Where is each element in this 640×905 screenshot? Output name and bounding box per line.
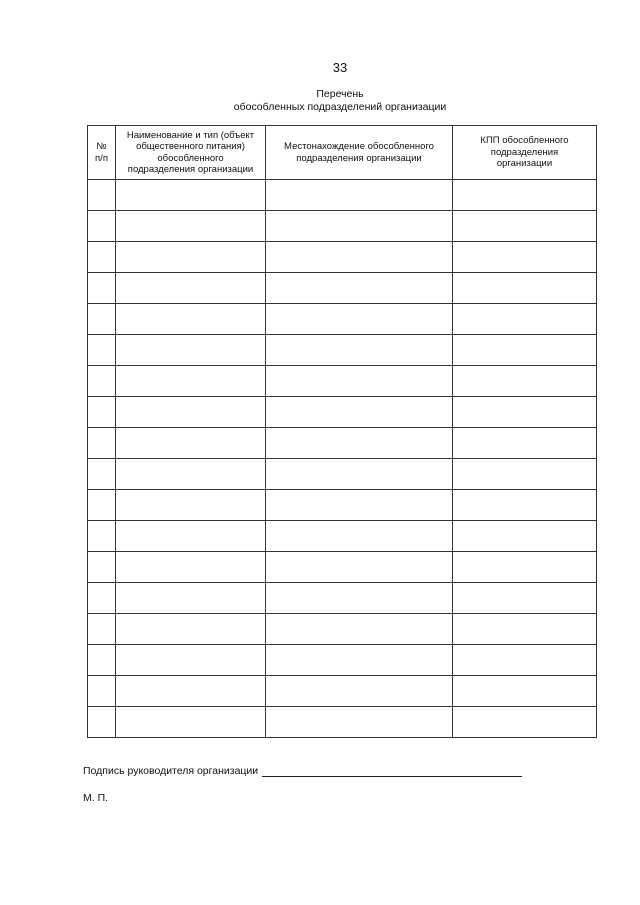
table-cell[interactable] — [453, 614, 597, 645]
table-cell[interactable] — [116, 583, 266, 614]
table-cell[interactable] — [88, 521, 116, 552]
table-row — [88, 211, 597, 242]
table-cell[interactable] — [453, 366, 597, 397]
table-row — [88, 242, 597, 273]
table-cell[interactable] — [266, 459, 453, 490]
table-cell[interactable] — [88, 211, 116, 242]
table-cell[interactable] — [88, 707, 116, 738]
table-cell[interactable] — [453, 273, 597, 304]
title-line-2: обособленных подразделений организации — [233, 101, 447, 113]
table-cell[interactable] — [453, 707, 597, 738]
column-header-location: Местонахождение обособленного подразделения организации — [266, 126, 453, 180]
table-row — [88, 180, 597, 211]
table-row — [88, 335, 597, 366]
table-row — [88, 428, 597, 459]
table-cell[interactable] — [266, 273, 453, 304]
table-cell[interactable] — [116, 645, 266, 676]
table-row — [88, 552, 597, 583]
table-cell[interactable] — [116, 707, 266, 738]
table-cell[interactable] — [88, 459, 116, 490]
table-cell[interactable] — [453, 428, 597, 459]
table-cell[interactable] — [116, 490, 266, 521]
title-line-1: Перечень — [316, 88, 364, 100]
table-row — [88, 583, 597, 614]
table-cell[interactable] — [266, 521, 453, 552]
table-cell[interactable] — [88, 614, 116, 645]
table-cell[interactable] — [116, 366, 266, 397]
table-cell[interactable] — [88, 335, 116, 366]
table-cell[interactable] — [116, 521, 266, 552]
table-cell[interactable] — [116, 397, 266, 428]
table-cell[interactable] — [88, 676, 116, 707]
table-cell[interactable] — [88, 428, 116, 459]
table-cell[interactable] — [266, 211, 453, 242]
table-cell[interactable] — [266, 335, 453, 366]
table-cell[interactable] — [453, 242, 597, 273]
page-number: 33 — [332, 60, 348, 75]
table-row — [88, 614, 597, 645]
table-cell[interactable] — [453, 552, 597, 583]
table-cell[interactable] — [453, 490, 597, 521]
document-title — [0, 88, 640, 114]
table-cell[interactable] — [266, 614, 453, 645]
column-header-kpp: КПП обособленного подразделения организации — [453, 126, 597, 180]
table-cell[interactable] — [266, 645, 453, 676]
table-row — [88, 521, 597, 552]
table-cell[interactable] — [88, 490, 116, 521]
table-row — [88, 645, 597, 676]
column-header-name-type: Наименование и тип (объект общественного питания) обособленного подразделения организации — [116, 126, 266, 180]
table-cell[interactable] — [116, 180, 266, 211]
table-cell[interactable] — [266, 397, 453, 428]
table-cell[interactable] — [453, 304, 597, 335]
table-cell[interactable] — [453, 335, 597, 366]
table-cell[interactable] — [453, 459, 597, 490]
table-cell[interactable] — [453, 180, 597, 211]
table-cell[interactable] — [116, 552, 266, 583]
column-header-number: № п/п — [88, 126, 116, 180]
table-header-row — [88, 126, 597, 180]
table-cell[interactable] — [266, 552, 453, 583]
table-cell[interactable] — [453, 397, 597, 428]
table-cell[interactable] — [116, 304, 266, 335]
table-cell[interactable] — [116, 211, 266, 242]
table-cell[interactable] — [266, 304, 453, 335]
table-row — [88, 707, 597, 738]
table-cell[interactable] — [266, 707, 453, 738]
subdivisions-table — [87, 125, 597, 738]
signature-line[interactable] — [262, 765, 522, 777]
table-cell[interactable] — [88, 583, 116, 614]
table-cell[interactable] — [453, 676, 597, 707]
table-cell[interactable] — [116, 335, 266, 366]
table-cell[interactable] — [453, 645, 597, 676]
table-cell[interactable] — [453, 583, 597, 614]
table-cell[interactable] — [88, 397, 116, 428]
table-row — [88, 397, 597, 428]
table-cell[interactable] — [116, 676, 266, 707]
table-row — [88, 490, 597, 521]
signature-block — [83, 765, 522, 777]
table-cell[interactable] — [453, 521, 597, 552]
table-cell[interactable] — [266, 490, 453, 521]
table-row — [88, 304, 597, 335]
table-cell[interactable] — [266, 428, 453, 459]
table-body — [88, 180, 597, 738]
table-cell[interactable] — [266, 242, 453, 273]
table-cell[interactable] — [266, 676, 453, 707]
table-cell[interactable] — [88, 304, 116, 335]
table-cell[interactable] — [266, 180, 453, 211]
table-cell[interactable] — [88, 273, 116, 304]
table-cell[interactable] — [88, 180, 116, 211]
table-cell[interactable] — [116, 242, 266, 273]
stamp-mark: М. П. — [83, 792, 109, 804]
table-cell[interactable] — [88, 242, 116, 273]
table-cell[interactable] — [88, 366, 116, 397]
table-row — [88, 459, 597, 490]
table-cell[interactable] — [116, 614, 266, 645]
table-cell[interactable] — [88, 645, 116, 676]
table-row — [88, 676, 597, 707]
table-row — [88, 273, 597, 304]
table-cell[interactable] — [116, 428, 266, 459]
signature-label: Подпись руководителя организации — [83, 765, 259, 777]
table-cell[interactable] — [116, 459, 266, 490]
table-cell[interactable] — [266, 366, 453, 397]
table-row — [88, 366, 597, 397]
table-cell[interactable] — [88, 552, 116, 583]
table-cell[interactable] — [116, 273, 266, 304]
table-cell[interactable] — [266, 583, 453, 614]
table-cell[interactable] — [453, 211, 597, 242]
